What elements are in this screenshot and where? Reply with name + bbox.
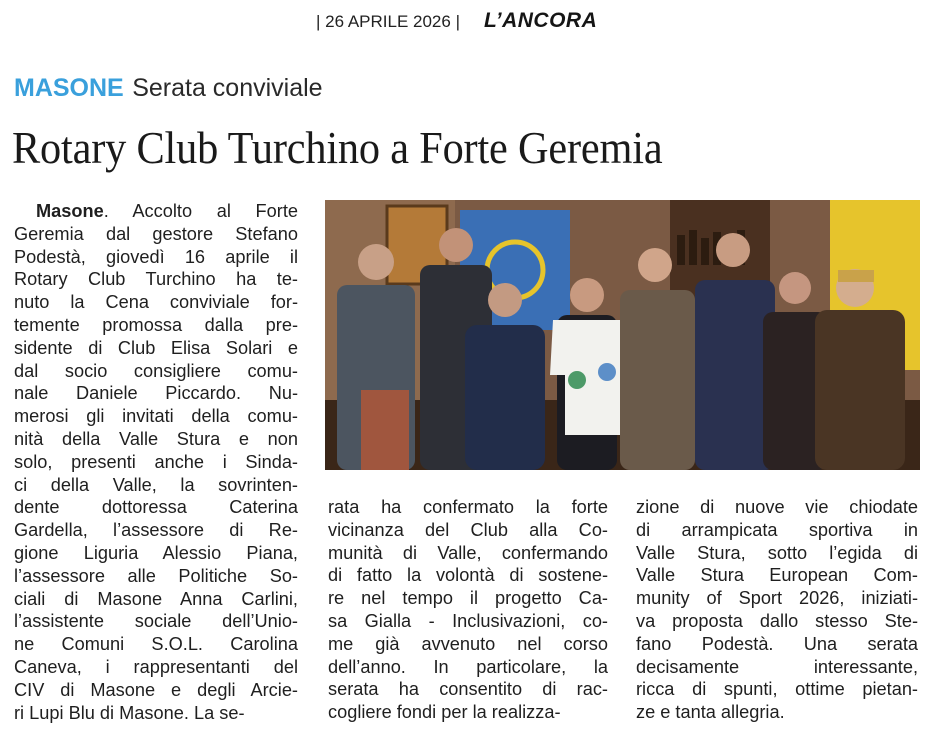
article-line: nuto la Cena conviviale for- [14,292,298,313]
article-line: dente dottoressa Caterina [14,497,298,518]
article-line: nale Daniele Piccardo. Nu- [14,383,298,404]
article-line: munità di Valle, confermando [328,542,608,563]
article-line: rata ha confermato la forte [328,497,608,517]
article-line: CIV di Masone e degli Arcie- [14,679,298,700]
article-line: zione di nuove vie chiodate [636,497,918,517]
article-line: l’assessore alle Politiche So- [14,565,298,586]
masthead [0,0,925,46]
article-line: fano Podestà. Una serata [636,633,918,654]
article-line: ricca di spunti, ottime pietan- [636,679,918,700]
kicker-subtitle: Serata conviviale [132,74,323,102]
article-line: Podestà, giovedì 16 aprile il [14,246,298,267]
article-line: ze e tanta allegria. [636,702,785,723]
article-line: me già avvenuto nel corso [328,633,608,654]
article-line: dal socio consigliere comu- [14,360,298,381]
article-column-3 [636,496,918,724]
article-line: Rotary Club Turchino ha te- [14,269,298,290]
kicker [14,74,323,103]
group-photo [325,200,920,470]
article-column-2 [328,496,608,724]
article-line: ne Comuni S.O.L. Carolina [14,634,298,655]
photo-group-icon [325,200,920,470]
article-line: vicinanza del Club alla Co- [328,519,608,540]
article-line: solo, presenti anche i Sinda- [14,451,298,472]
article-line: di arrampicata sportiva in [636,519,918,540]
article-line: sidente di Club Elisa Solari e [14,337,298,358]
issue-date: | 26 APRILE 2026 | [316,12,460,31]
article-line: ri Lupi Blu di Masone. La se- [14,702,245,723]
article-column-1 [14,200,298,724]
newspaper-logo: L’ANCORA [484,9,598,32]
article-line: re nel tempo il progetto Ca- [328,588,608,609]
article-line: merosi gli invitati della comu- [14,406,298,427]
article-line: sa Gialla - Inclusivazioni, co- [328,610,608,631]
article-line: gione Liguria Alessio Piana, [14,542,298,563]
article-line: ciali di Masone Anna Carlini, [14,588,298,609]
article-line: Caneva, i rappresentanti del [14,656,298,677]
article-line: Masone. Accolto al Forte [36,201,298,221]
article-line: Valle Stura, sotto l’egida di [636,542,918,563]
article-line: Geremia dal gestore Stefano [14,223,298,244]
article-line: serata ha consentito di rac- [328,679,608,700]
article-line: l’assistente sociale dell’Unio- [14,611,298,632]
article-line: munity of Sport 2026, iniziati- [636,588,918,609]
kicker-location: MASONE [14,74,124,102]
article-line: Valle Stura European Com- [636,565,918,586]
article-line: di fatto la volontà di sostene- [328,565,608,586]
article-line: ci della Valle, la sovrinten- [14,474,298,495]
article-line: va proposta dallo stesso Ste- [636,610,918,631]
article-lead-word: Masone [36,201,104,221]
article-line: temente promossa dalla pre- [14,314,298,335]
article-headline: Rotary Club Turchino a Forte Geremia [12,122,663,173]
article-line: decisamente interessante, [636,656,918,677]
article-line: dell’anno. In particolare, la [328,656,608,677]
article-line: cogliere fondi per la realizza- [328,702,561,723]
article-line: nità della Valle Stura e non [14,428,298,449]
article-line: Gardella, l’assessore di Re- [14,520,298,541]
